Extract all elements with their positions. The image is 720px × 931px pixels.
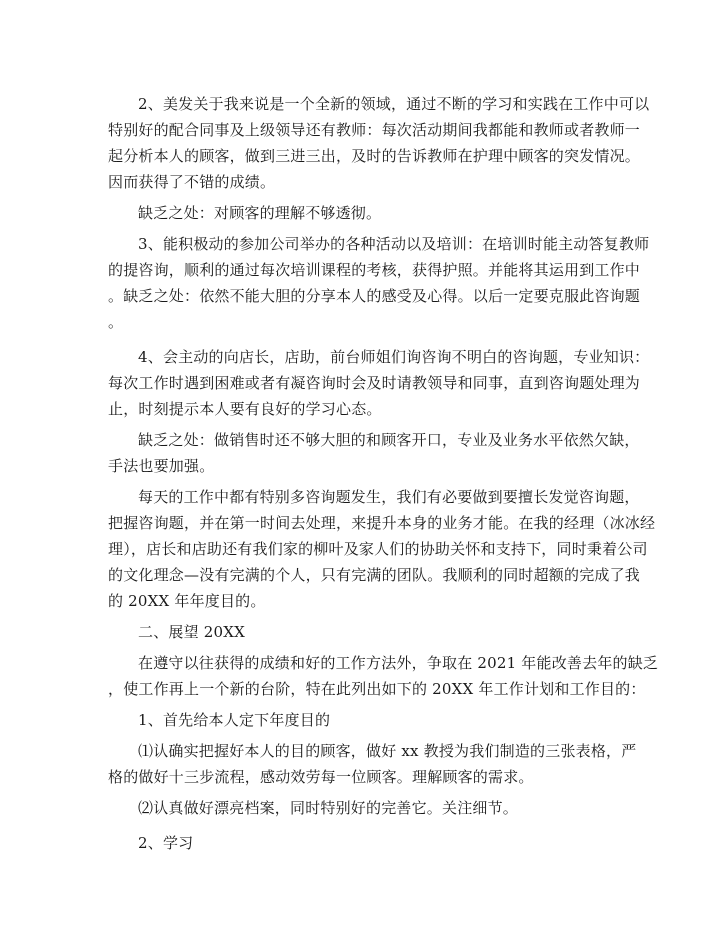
- document-body: [108, 91, 659, 856]
- text-line: 2、学习: [138, 834, 194, 852]
- text-line: 每天的工作中都有特别多咨询题发生，我们有必要做到要擅长发觉咨询题，: [138, 488, 640, 506]
- text-line: 把握咨询题，并在第一时间去处理，来提升本身的业务才能。在我的经理（冰冰经: [108, 514, 656, 532]
- text-line: 止，时刻提示本人要有良好的学习心态。: [108, 400, 382, 418]
- text-line: 手法也要加强。: [108, 457, 215, 475]
- paragraph-shortcoming-1: [108, 200, 620, 226]
- paragraph-item-4-consult: [108, 344, 650, 422]
- paragraph-daily-work: [108, 484, 656, 614]
- subheading-learning: [108, 830, 620, 856]
- text-line: 特别好的配合同事及上级领导还有教师：每次活动期间我都能和教师或者教师一: [108, 121, 641, 139]
- text-line: 缺乏之处：做销售时还不够大胆的和顾客开口，专业及业务水平依然欠缺，: [138, 431, 640, 449]
- paragraph-item-2-hairdressing: [108, 91, 650, 195]
- text-line: 二、展望 20XX: [138, 623, 246, 641]
- paragraph-goal-2: [108, 795, 620, 821]
- text-line: ⑴认确实把握好本人的目的顾客，做好 xx 教授为我们制造的三张表格，严: [138, 742, 637, 760]
- text-line: 因而获得了不错的成绩。: [108, 173, 276, 191]
- text-line: 在遵守以往获得的成绩和好的工作方法外，争取在 2021 年能改善去年的缺乏: [138, 654, 659, 672]
- text-line: 。: [108, 313, 124, 331]
- text-line: 的 20XX 年年度目的。: [108, 592, 266, 610]
- text-line: 3、能积极动的参加公司举办的各种活动以及培训：在培训时能主动答复教师: [138, 235, 650, 253]
- paragraph-plan-intro: [108, 650, 659, 702]
- text-line: 起分析本人的顾客，做到三进三出，及时的告诉教师在护理中顾客的突发情况。: [108, 147, 641, 165]
- text-line: ⑵认真做好漂亮档案，同时特别好的完善它。关注细节。: [138, 799, 519, 817]
- text-line: 每次工作时遇到困难或者有凝咨询时会及时请教领导和同事，直到咨询题处理为: [108, 374, 641, 392]
- text-line: ，使工作再上一个新的台阶，特在此列出如下的 20XX 年工作计划和工作目的：: [108, 680, 646, 698]
- paragraph-goal-1: [108, 738, 637, 790]
- section-heading-outlook: [108, 619, 620, 645]
- text-line: 理），店长和店助还有我们家的柳叶及家人们的协助关怀和支持下，同时秉着公司: [108, 540, 648, 558]
- text-line: 格的做好十三步流程，感动效劳每一位顾客。理解顾客的需求。: [108, 768, 534, 786]
- text-line: 的文化理念—没有完满的个人，只有完满的团队。我顺利的同时超额的完成了我: [108, 566, 641, 584]
- text-line: 1、首先给本人定下年度目的: [138, 711, 331, 729]
- text-line: 4、会主动的向店长，店助，前台师姐们询咨询不明白的咨询题，专业知识：: [138, 348, 650, 366]
- text-line: 的提咨询，顺利的通过每次培训课程的考核，获得护照。并能将其运用到工作中: [108, 261, 641, 279]
- text-line: 缺乏之处：对顾客的理解不够透彻。: [138, 204, 382, 222]
- text-line: 。缺乏之处：依然不能大胆的分享本人的感受及心得。以后一定要克服此咨询题: [108, 287, 641, 305]
- text-line: 2、美发关于我来说是一个全新的领域，通过不断的学习和实践在工作中可以: [138, 95, 650, 113]
- paragraph-shortcoming-2: [108, 427, 640, 479]
- subheading-annual-goal: [108, 707, 620, 733]
- paragraph-item-3-training: [108, 231, 650, 335]
